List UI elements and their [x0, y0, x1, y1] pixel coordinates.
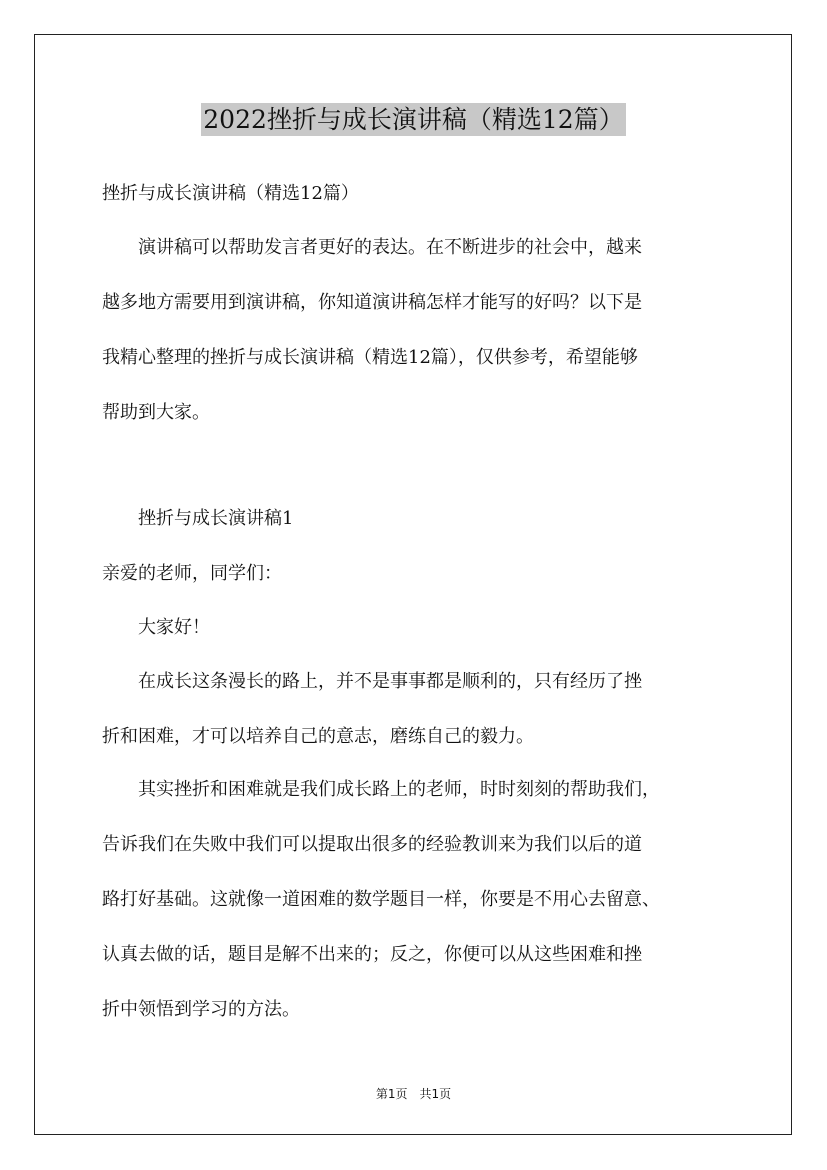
- paragraph-line: 告诉我们在失败中我们可以提取出很多的经验教训来为我们以后的道: [102, 834, 642, 855]
- page-footer: 第1页 共1页: [375, 1087, 452, 1101]
- intro-paragraph: [102, 220, 732, 440]
- paragraph-line: 在成长这条漫长的路上，并不是事事都是顺利的，只有经历了挫: [102, 671, 642, 692]
- paragraph-line: 其实挫折和困难就是我们成长路上的老师，时时刻刻的帮助我们，: [102, 779, 660, 800]
- paragraph-line: 折中领悟到学习的方法。: [102, 999, 300, 1020]
- body-paragraph-1: [102, 654, 732, 764]
- paragraph-line: 路打好基础。这就像一道困难的数学题目一样，你要是不用心去留意、: [102, 889, 660, 910]
- title-highlight: 2022挫折与成长演讲稿（精选12篇）: [203, 105, 624, 134]
- greeting: 大家好！: [102, 617, 210, 638]
- body-paragraph-2: [102, 762, 732, 1037]
- subtitle: 挫折与成长演讲稿（精选12篇）: [102, 183, 359, 204]
- salutation: 亲爱的老师，同学们：: [102, 563, 282, 584]
- paragraph-line: 折和困难，才可以培养自己的意志，磨练自己的毅力。: [102, 726, 534, 747]
- intro-line: 帮助到大家。: [102, 402, 210, 423]
- intro-line: 演讲稿可以帮助发言者更好的表达。在不断进步的社会中，越来: [102, 237, 642, 258]
- intro-line: 越多地方需要用到演讲稿，你知道演讲稿怎样才能写的好吗？以下是: [102, 292, 642, 313]
- document-title: [0, 100, 827, 140]
- paragraph-line: 认真去做的话，题目是解不出来的；反之，你便可以从这些困难和挫: [102, 944, 642, 965]
- intro-line: 我精心整理的挫折与成长演讲稿（精选12篇），仅供参考，希望能够: [102, 347, 638, 368]
- section-heading: 挫折与成长演讲稿1: [102, 508, 294, 529]
